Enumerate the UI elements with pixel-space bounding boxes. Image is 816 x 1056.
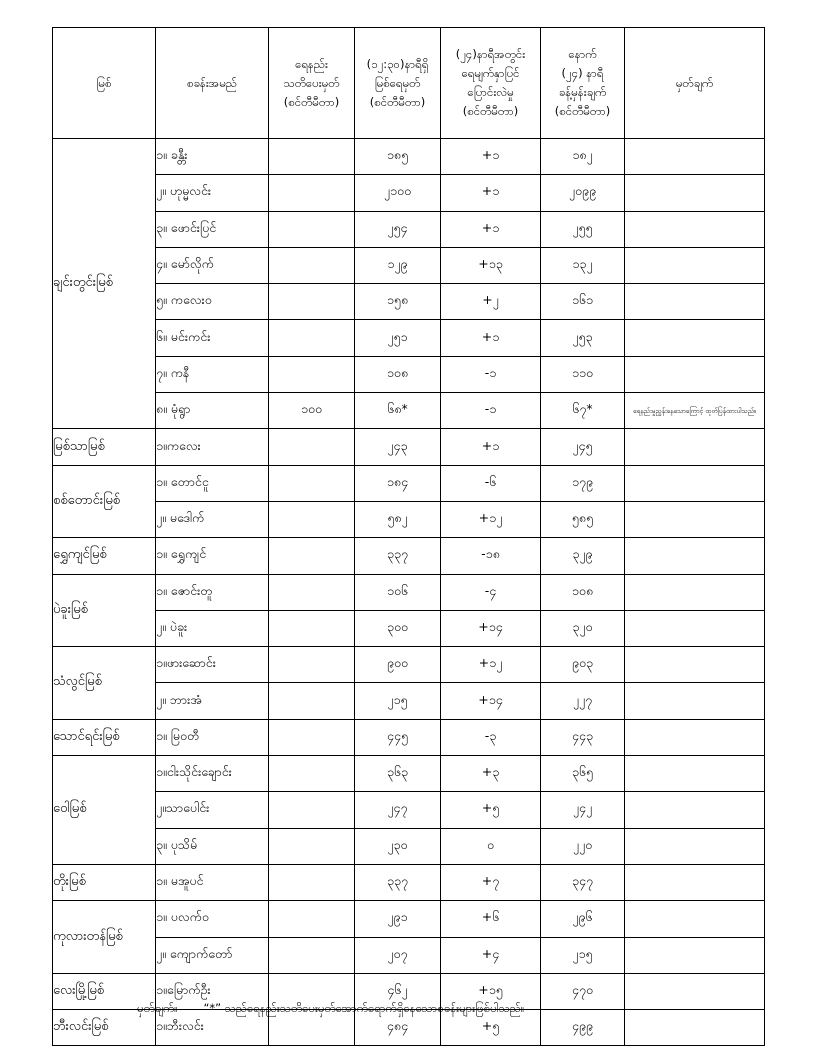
river-name-cell: ရွှေကျင်မြစ် [53, 538, 156, 574]
forecast-cell: ၂၄၂ [541, 792, 625, 828]
low-water-warning-cell [269, 284, 355, 320]
header-remarks: မှတ်ချက် [625, 28, 765, 139]
change-cell: +၁ [441, 429, 541, 465]
change-cell: -၆ [441, 465, 541, 501]
river-name-cell: မြစ်သာမြစ် [53, 429, 156, 465]
station-name-cell: ၇။ ကနီ [156, 356, 269, 392]
remark-cell [625, 284, 765, 320]
low-water-warning-cell [269, 211, 355, 247]
change-cell: +၅ [441, 1010, 541, 1046]
low-water-warning-cell [269, 901, 355, 937]
forecast-cell: ၃၄၇ [541, 864, 625, 900]
change-cell: +၅ [441, 792, 541, 828]
table-row [53, 647, 765, 683]
change-cell: ၀ [441, 828, 541, 864]
header-row [53, 28, 765, 139]
remark-cell [625, 756, 765, 792]
low-water-warning-cell [269, 937, 355, 973]
river-name-cell: သံလွင်မြစ် [53, 647, 156, 720]
remark-cell [625, 320, 765, 356]
change-cell: +၁၄ [441, 683, 541, 719]
remark-cell [625, 175, 765, 211]
table-row [53, 683, 765, 719]
river-name-cell: ကုလားတန်မြစ် [53, 901, 156, 974]
river-name-cell: ဝေါမြစ် [53, 756, 156, 865]
water-level-cell: ၄၆၂ [355, 973, 441, 1009]
table-row [53, 501, 765, 537]
river-name-cell: ချင်းတွင်းမြစ် [53, 139, 156, 429]
remark-cell [625, 501, 765, 537]
forecast-cell: ၁၀၈ [541, 574, 625, 610]
remark-cell [625, 901, 765, 937]
station-name-cell: ၁။ဘီးလင်း [156, 1010, 269, 1046]
table-row [53, 429, 765, 465]
header-24h-forecast: နောက် (၂၄) နာရီ ခန့်မှန်းချက် (စင်တီမီတာ) [541, 28, 625, 139]
forecast-cell: ၂၉၆ [541, 901, 625, 937]
water-level-cell: ၃၀၀ [355, 610, 441, 646]
water-level-cell: ၂၄၇ [355, 792, 441, 828]
station-name-cell: ၃။ ပုသိမ် [156, 828, 269, 864]
remark-cell: ရေနည်းမှုညွှန်းနေသောကြောင့် ထုတ်ပြန်ထားပါသည်။ [625, 393, 765, 429]
forecast-cell: ၃၂၉ [541, 538, 625, 574]
station-name-cell: ၂။ မဒေါက် [156, 501, 269, 537]
water-level-cell: ၂၅၄ [355, 211, 441, 247]
river-name-cell: သောင်ရင်းမြစ် [53, 719, 156, 755]
forecast-cell: ၅၈၅ [541, 501, 625, 537]
forecast-cell: ၂၁၅ [541, 937, 625, 973]
water-level-cell: ၂၃၀ [355, 828, 441, 864]
low-water-warning-cell [269, 719, 355, 755]
station-name-cell: ၁။ မြဝတီ [156, 719, 269, 755]
station-name-cell: ၂။သာပေါင်း [156, 792, 269, 828]
station-name-cell: ၁။ တောင်ငူ [156, 465, 269, 501]
change-cell: +၂ [441, 284, 541, 320]
station-name-cell: ၁။ ဇောင်းတူ [156, 574, 269, 610]
change-cell: +၁ [441, 211, 541, 247]
station-name-cell: ၂။ ဟုမ္မလင်း [156, 175, 269, 211]
station-name-cell: ၁။ ရွှေကျင် [156, 538, 269, 574]
water-level-cell: ၉၀၀ [355, 647, 441, 683]
water-level-cell: ၃၆၃ [355, 756, 441, 792]
forecast-cell: ၉၀၃ [541, 647, 625, 683]
forecast-cell: ၂၅၃ [541, 320, 625, 356]
table-row [53, 538, 765, 574]
forecast-cell: ၃၂၀ [541, 610, 625, 646]
table-row [53, 719, 765, 755]
river-name-cell: စစ်တောင်းမြစ် [53, 465, 156, 538]
header-low-water-warning: ရေနည်း သတိပေးမှတ် (စင်တီမီတာ) [269, 28, 355, 139]
low-water-warning-cell [269, 647, 355, 683]
river-name-cell: တိုးမြစ် [53, 864, 156, 900]
low-water-warning-cell: ၁၀၀ [269, 393, 355, 429]
change-cell: +၁ [441, 320, 541, 356]
change-cell: -၄ [441, 574, 541, 610]
station-name-cell: ၆။ မင်းကင်း [156, 320, 269, 356]
water-level-cell: ၄၈၄ [355, 1010, 441, 1046]
water-level-cell: ၂၄၃ [355, 429, 441, 465]
change-cell: +၁ [441, 175, 541, 211]
change-cell: +၃ [441, 756, 541, 792]
low-water-warning-cell [269, 356, 355, 392]
low-water-warning-cell [269, 864, 355, 900]
forecast-cell: ၄၄၃ [541, 719, 625, 755]
station-name-cell: ၁။ဖားဆောင်း [156, 647, 269, 683]
remark-cell [625, 465, 765, 501]
remark-cell [625, 1010, 765, 1046]
change-cell: +၁၂ [441, 501, 541, 537]
table-body [53, 139, 765, 1046]
forecast-cell: ၁၁၀ [541, 356, 625, 392]
remark-cell [625, 139, 765, 175]
forecast-cell: ၂၄၅ [541, 429, 625, 465]
water-level-cell: ၂၉၁ [355, 901, 441, 937]
water-level-cell: ၂၁၀၀ [355, 175, 441, 211]
forecast-cell: ၁၇၉ [541, 465, 625, 501]
low-water-warning-cell [269, 501, 355, 537]
water-level-cell: ၁၀၆ [355, 574, 441, 610]
table-row [53, 792, 765, 828]
change-cell: -၁၈ [441, 538, 541, 574]
low-water-warning-cell [269, 538, 355, 574]
table-row [53, 610, 765, 646]
low-water-warning-cell [269, 247, 355, 283]
table-row [53, 284, 765, 320]
low-water-warning-cell [269, 320, 355, 356]
remark-cell [625, 610, 765, 646]
low-water-warning-cell [269, 792, 355, 828]
remark-cell [625, 683, 765, 719]
table-row [53, 175, 765, 211]
water-level-cell: ၃၃၇ [355, 538, 441, 574]
station-name-cell: ၁။ငါးသိုင်းချောင်း [156, 756, 269, 792]
footnote-label: မှတ်ချက်။ [137, 1001, 178, 1015]
water-level-cell: ၁၀၈ [355, 356, 441, 392]
table-row [53, 864, 765, 900]
header-river: မြစ် [53, 28, 156, 139]
station-name-cell: ၂။ ပဲခူး [156, 610, 269, 646]
header-station: စခန်းအမည် [156, 28, 269, 139]
station-name-cell: ၁။ ခန္တီး [156, 139, 269, 175]
forecast-cell: ၁၈၂ [541, 139, 625, 175]
remark-cell [625, 356, 765, 392]
water-level-cell: ၂၀၇ [355, 937, 441, 973]
table-row [53, 574, 765, 610]
remark-cell [625, 719, 765, 755]
footnote [137, 1001, 524, 1018]
table-row [53, 139, 765, 175]
low-water-warning-cell [269, 610, 355, 646]
water-level-cell: ၄၄၅ [355, 719, 441, 755]
water-level-cell: ၃၃၇ [355, 864, 441, 900]
table-row [53, 393, 765, 429]
forecast-cell: ၂၂၀ [541, 828, 625, 864]
low-water-warning-cell [269, 574, 355, 610]
change-cell: +၁ [441, 139, 541, 175]
low-water-warning-cell [269, 828, 355, 864]
table-row [53, 465, 765, 501]
low-water-warning-cell [269, 139, 355, 175]
river-water-level-table [52, 27, 765, 1046]
change-cell: +၁၃ [441, 247, 541, 283]
header-water-level: (၁၂:၃၀)နာရီရှိ မြစ်ရေမှတ် (စင်တီမီတာ) [355, 28, 441, 139]
forecast-cell: ၂၀၉၉ [541, 175, 625, 211]
remark-cell [625, 538, 765, 574]
station-name-cell: ၁။ မအူပင် [156, 864, 269, 900]
forecast-cell: ၂၂၇ [541, 683, 625, 719]
forecast-cell: ၃၆၅ [541, 756, 625, 792]
remark-cell [625, 828, 765, 864]
low-water-warning-cell [269, 175, 355, 211]
header-24h-change: (၂၄)နာရီအတွင်း ရေမျက်နှာပြင် ပြောင်းလဲမှု (စင်တီမီတာ) [441, 28, 541, 139]
remark-cell [625, 973, 765, 1009]
water-level-cell: ၁၂၉ [355, 247, 441, 283]
remark-cell [625, 864, 765, 900]
river-name-cell: ဘီးလင်းမြစ် [53, 1010, 156, 1046]
table-row [53, 901, 765, 937]
station-name-cell: ၃။ ဖောင်းပြင် [156, 211, 269, 247]
change-cell: +၁၄ [441, 610, 541, 646]
water-level-cell: ၆၈* [355, 393, 441, 429]
table-row [53, 247, 765, 283]
remark-cell [625, 429, 765, 465]
forecast-cell: ၂၅၅ [541, 211, 625, 247]
station-name-cell: ၈။ မုံရွာ [156, 393, 269, 429]
remark-cell [625, 247, 765, 283]
station-name-cell: ၄။ မော်လိုက် [156, 247, 269, 283]
table-row [53, 356, 765, 392]
station-name-cell: ၁။မြောက်ဦး [156, 973, 269, 1009]
table-row [53, 756, 765, 792]
forecast-cell: ၆၇* [541, 393, 625, 429]
change-cell: +၇ [441, 864, 541, 900]
change-cell: -၁ [441, 393, 541, 429]
low-water-warning-cell [269, 683, 355, 719]
forecast-cell: ၁၆၁ [541, 284, 625, 320]
forecast-cell: ၄၉၉ [541, 1010, 625, 1046]
river-name-cell: ပဲခူးမြစ် [53, 574, 156, 647]
station-name-cell: ၁။ ပလက်ဝ [156, 901, 269, 937]
forecast-cell: ၄၇၀ [541, 973, 625, 1009]
change-cell: -၁ [441, 356, 541, 392]
station-name-cell: ၅။ ကလေးဝ [156, 284, 269, 320]
water-level-cell: ၂၅၁ [355, 320, 441, 356]
change-cell: +၆ [441, 901, 541, 937]
footnote-text: “*” သည်ရေနည်းသတိပေးမှတ်အောက်ရောက်ရှိနေသောစခန်းများဖြစ်ပါသည်။ [203, 1001, 525, 1015]
change-cell: +၁၂ [441, 647, 541, 683]
low-water-warning-cell [269, 429, 355, 465]
table-row [53, 320, 765, 356]
remark-cell [625, 792, 765, 828]
station-name-cell: ၁။ကလေး [156, 429, 269, 465]
water-level-cell: ၅၈၂ [355, 501, 441, 537]
table-row [53, 211, 765, 247]
table-row [53, 937, 765, 973]
water-level-cell: ၂၁၅ [355, 683, 441, 719]
low-water-warning-cell [269, 465, 355, 501]
change-cell: -၃ [441, 719, 541, 755]
river-name-cell: လေးမြို့မြစ် [53, 973, 156, 1009]
table-row [53, 828, 765, 864]
water-level-cell: ၁၈၅ [355, 139, 441, 175]
station-name-cell: ၂။ ကျောက်တော် [156, 937, 269, 973]
station-name-cell: ၂။ ဘားအံ [156, 683, 269, 719]
water-level-cell: ၁၅၈ [355, 284, 441, 320]
low-water-warning-cell [269, 756, 355, 792]
change-cell: +၁၅ [441, 973, 541, 1009]
change-cell: +၄ [441, 937, 541, 973]
remark-cell [625, 647, 765, 683]
water-level-cell: ၁၈၄ [355, 465, 441, 501]
forecast-cell: ၁၃၂ [541, 247, 625, 283]
remark-cell [625, 574, 765, 610]
remark-cell [625, 937, 765, 973]
remark-cell [625, 211, 765, 247]
